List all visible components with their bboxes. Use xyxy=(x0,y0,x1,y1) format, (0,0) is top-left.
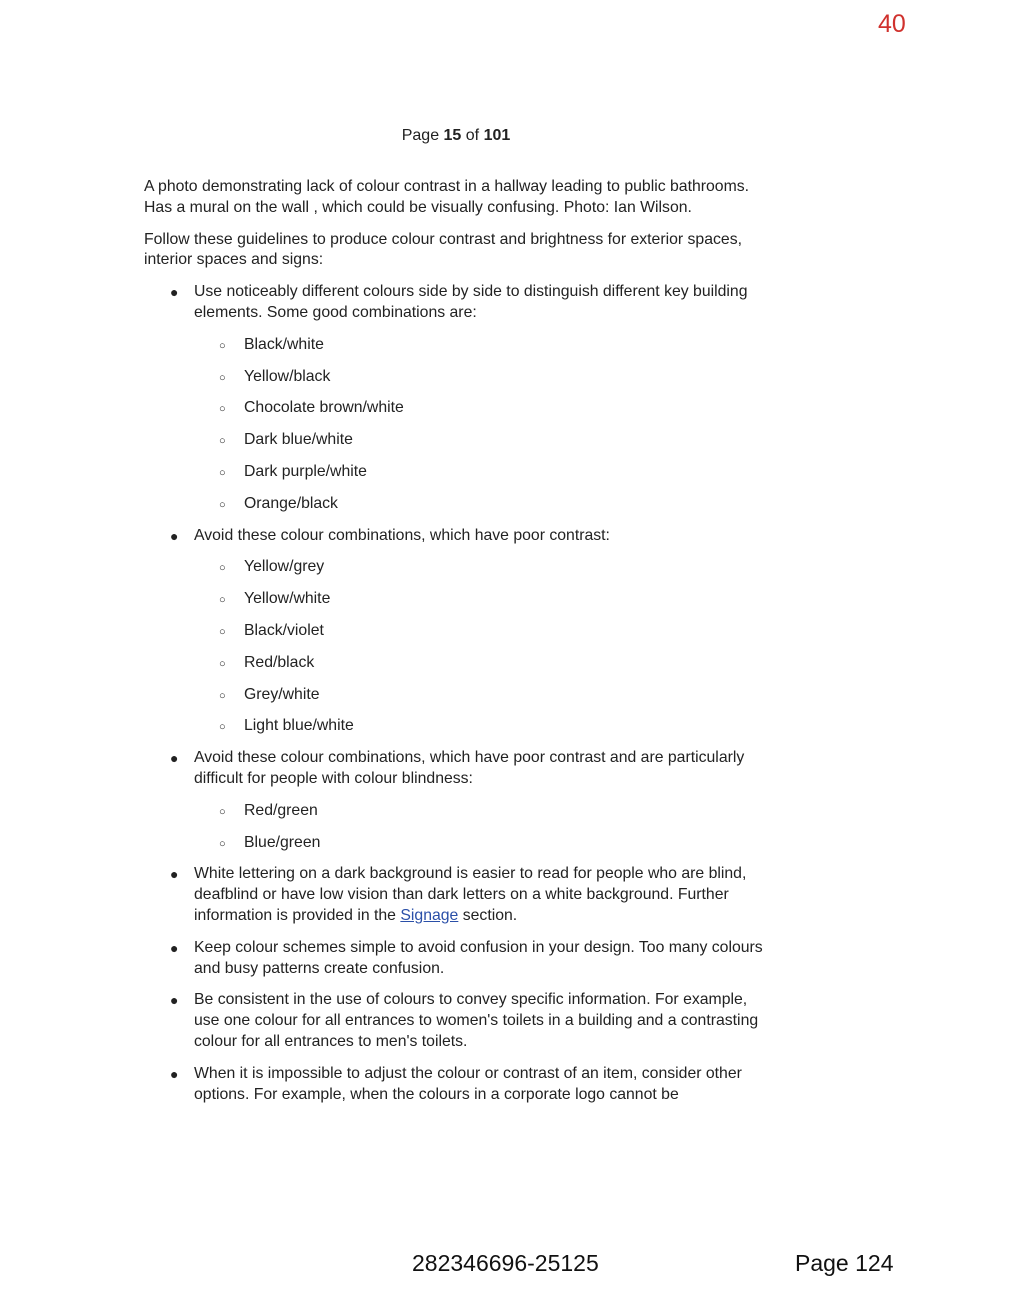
bullet-icon: ● xyxy=(170,1065,179,1082)
circle-bullet-icon: ○ xyxy=(219,657,226,670)
page-header xyxy=(0,127,912,145)
header-middle: of xyxy=(461,127,484,144)
bullet-icon: ● xyxy=(170,939,179,956)
list-item-text: Keep colour schemes simple to avoid confusion in your design. Too many colours and busy patterns create confusion. xyxy=(194,938,763,977)
sub-list xyxy=(194,801,766,854)
circle-bullet-icon: ○ xyxy=(219,689,226,702)
sub-list-item-text: Light blue/white xyxy=(244,717,354,735)
sub-list-item xyxy=(194,621,766,642)
bullet-icon: ● xyxy=(170,992,179,1009)
list-item xyxy=(144,282,766,514)
circle-bullet-icon: ○ xyxy=(219,562,226,575)
sub-list-item xyxy=(194,557,766,578)
sub-list xyxy=(194,335,766,515)
bullet-icon: ● xyxy=(170,284,179,301)
header-total-pages: 101 xyxy=(483,127,511,144)
corner-page-number: 40 xyxy=(878,10,906,38)
sub-list-item-text: Black/white xyxy=(244,335,324,353)
header-current-page: 15 xyxy=(443,127,462,144)
sub-list-item xyxy=(194,398,766,419)
list-item-text-before: White lettering on a dark background is easier to read for people who are blind, deafblind or have low vision than dark letters on a white background. Further information is provided in the xyxy=(194,865,747,924)
bullet-icon: ● xyxy=(170,750,179,767)
list-item xyxy=(144,1064,766,1106)
list-item xyxy=(144,938,766,980)
circle-bullet-icon: ○ xyxy=(219,466,226,479)
sub-list-item-text: Yellow/black xyxy=(244,367,331,385)
circle-bullet-icon: ○ xyxy=(219,498,226,511)
header-prefix: Page xyxy=(401,127,444,144)
circle-bullet-icon: ○ xyxy=(219,837,226,850)
list-item-text: When it is impossible to adjust the colour or contrast of an item, consider other options. For example, when the colours in a corporate logo cannot be xyxy=(194,1064,742,1103)
sub-list-item-text: Dark blue/white xyxy=(244,431,353,449)
photo-caption: A photo demonstrating lack of colour contrast in a hallway leading to public bathrooms. Has a mural on the wall , which could be visually confusing. Photo: Ian Wilson. xyxy=(144,178,750,216)
list-item xyxy=(144,748,766,853)
guideline-list xyxy=(144,282,766,1105)
footer-document-id: 282346696-25125 xyxy=(412,1250,599,1276)
list-item xyxy=(144,526,766,738)
circle-bullet-icon: ○ xyxy=(219,435,226,448)
sub-list-item xyxy=(194,367,766,388)
circle-bullet-icon: ○ xyxy=(219,403,226,416)
sub-list-item-text: Dark purple/white xyxy=(244,462,367,480)
sub-list-item-text: Yellow/grey xyxy=(244,558,325,576)
list-item-text: Use noticeably different colours side by side to distinguish different key building elements. Some good combinations are: xyxy=(194,283,748,321)
sub-list-item-text: Blue/green xyxy=(244,833,321,851)
sub-list-item xyxy=(194,462,766,483)
sub-list-item xyxy=(194,335,766,356)
intro-paragraph: Follow these guidelines to produce colour contrast and brightness for exterior spaces, interior spaces and signs: xyxy=(144,230,742,269)
sub-list-item xyxy=(194,801,766,822)
list-item-text: Avoid these colour combinations, which have poor contrast and are particularly difficult for people with colour blindness: xyxy=(194,749,745,787)
circle-bullet-icon: ○ xyxy=(219,339,226,352)
sub-list-item xyxy=(194,653,766,674)
sub-list-item-text: Red/black xyxy=(244,653,315,671)
signage-link[interactable]: Signage xyxy=(400,906,459,924)
circle-bullet-icon: ○ xyxy=(219,805,226,818)
sub-list xyxy=(194,557,766,737)
sub-list-item-text: Black/violet xyxy=(244,621,324,639)
sub-list-item-text: Grey/white xyxy=(244,685,320,703)
sub-list-item xyxy=(194,833,766,854)
bullet-icon: ● xyxy=(170,866,179,883)
sub-list-item-text: Chocolate brown/white xyxy=(244,399,404,417)
sub-list-item xyxy=(194,589,766,610)
sub-list-item xyxy=(194,685,766,706)
circle-bullet-icon: ○ xyxy=(219,625,226,638)
list-item-text xyxy=(194,865,746,924)
sub-list-item xyxy=(194,430,766,451)
footer-page-label: Page 124 xyxy=(795,1250,894,1276)
list-item-text: Avoid these colour combinations, which have poor contrast: xyxy=(194,526,610,544)
circle-bullet-icon: ○ xyxy=(219,594,226,607)
sub-list-item-text: Orange/black xyxy=(244,494,338,512)
sub-list-item-text: Red/green xyxy=(244,801,318,819)
bullet-icon: ● xyxy=(170,527,179,544)
list-item xyxy=(144,864,766,926)
sub-list-item-text: Yellow/white xyxy=(244,590,331,608)
circle-bullet-icon: ○ xyxy=(219,721,226,734)
list-item-text: Be consistent in the use of colours to convey specific information. For example, use one colour for all entrances to women's toilets in a building and a contrasting colour for all entrances to men's toilets. xyxy=(194,991,759,1050)
list-item xyxy=(144,990,766,1052)
list-item-text-after: section. xyxy=(458,906,518,924)
sub-list-item xyxy=(194,494,766,515)
sub-list-item xyxy=(194,716,766,737)
document-body xyxy=(144,177,766,1116)
circle-bullet-icon: ○ xyxy=(219,371,226,384)
